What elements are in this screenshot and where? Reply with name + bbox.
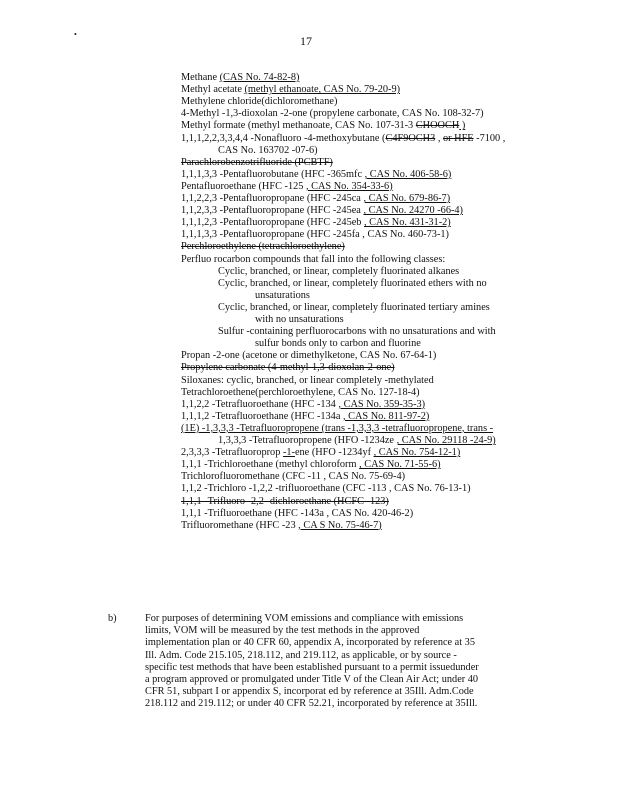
corner-mark: • xyxy=(74,30,77,39)
line-text: Sulfur -containing perfluorocarbons with no unsaturations and with xyxy=(218,326,496,338)
compound-line xyxy=(181,229,449,241)
line-text: 1,1,1,2,2,3,3,4,4 -Nonafluoro -4-methoxybutane ( xyxy=(181,132,386,144)
deleted-text: Propylene carbonate (4-methyl-1,3-dioxolan-2-one) xyxy=(181,362,395,374)
deleted-text: C4F9OCH3 xyxy=(385,132,436,144)
compound-line xyxy=(181,447,460,459)
compound-line xyxy=(181,96,337,108)
line-text: 4-Methyl -1,3-dioxolan -2-one (propylene carbonate, CAS No. 108-32-7) xyxy=(181,108,484,120)
inserted-text: , CA S No. 75-46-7) xyxy=(298,519,382,531)
line-text: 1,1,1 -Trifluoroethane (HFC -143a , CAS No. 420-46-2) xyxy=(181,507,414,519)
inserted-text: , CAS No. 29118 -24-9) xyxy=(396,435,496,446)
line-text: 1,1,2,3,3 -Pentafluoropropane (HFC -245ea xyxy=(181,205,364,217)
paragraph-line: CFR 51, subpart I or appendix S, incorporat ed by reference at 35Ill. Adm.Code xyxy=(145,686,474,698)
inserted-text: , CAS No. 24270 -66-4) xyxy=(363,205,463,217)
line-text: 1,3,3,3 -Tetrafluoropropene (HFO -1234ze xyxy=(218,435,397,446)
paragraph-b xyxy=(145,613,545,711)
compound-line xyxy=(181,496,389,508)
line-text: Cyclic, branched, or linear, completely fluorinated alkanes xyxy=(218,265,460,277)
line-text: Cyclic, branched, or linear, completely fluorinated ethers with no xyxy=(218,277,487,289)
line-text: Pentafluoroethane (HFC -125 xyxy=(181,180,306,192)
compound-line xyxy=(181,254,445,266)
compound-line xyxy=(218,145,318,157)
compound-line xyxy=(255,314,344,326)
compound-line xyxy=(255,290,310,302)
compound-line xyxy=(181,471,405,483)
inserted-text: (CAS No. 74-82-8) xyxy=(219,72,300,83)
deleted-text: or HFE xyxy=(442,132,474,144)
compound-line xyxy=(181,350,436,362)
deleted-text: Parachlorobenzotrifluoride (PCBTF) xyxy=(181,156,333,168)
line-text: Cyclic, branched, or linear, completely fluorinated tertiary amines xyxy=(218,301,490,313)
inserted-text: , CAS No. 354-33-6) xyxy=(305,180,393,192)
compound-line xyxy=(255,338,421,350)
deleted-text: CHOOCH xyxy=(415,120,460,132)
inserted-text: (methyl ethanoate, CAS No. 79-20-9) xyxy=(244,84,401,96)
line-text: CAS No. 163702 -07-6) xyxy=(218,144,318,156)
paragraph-line: limits, VOM will be measured by the test methods in the approved xyxy=(145,625,420,637)
inserted-text: , CAS No. 679-86-7) xyxy=(363,193,451,204)
line-text: sulfur bonds only to carbon and fluorine xyxy=(255,338,421,350)
compound-line xyxy=(181,411,429,423)
line-text: 1,1,1,2,3 -Pentafluoropropane (HFC -245eb xyxy=(181,217,365,229)
line-text: 1,1,1 -Trichloroethane (methyl chloroform xyxy=(181,459,360,471)
line-text: with no unsaturations xyxy=(255,314,344,325)
compound-line xyxy=(181,120,465,132)
compound-line xyxy=(218,326,496,338)
line-text: Methylene chloride(dichloromethane) xyxy=(181,96,338,108)
compound-line xyxy=(218,435,496,447)
paragraph-label: b) xyxy=(108,613,117,624)
line-text: Propan -2-one (acetone or dimethylketone, CAS No. 67-64-1) xyxy=(181,350,437,362)
line-text: 1,1,1,3,3 -Pentafluorobutane (HFC -365mfc xyxy=(181,168,365,180)
compound-line xyxy=(181,241,345,253)
compound-line xyxy=(181,387,420,399)
compound-line xyxy=(181,108,484,120)
inserted-text: , CAS No. 754-12-1) xyxy=(373,447,461,459)
inserted-text: ) xyxy=(459,120,466,132)
compound-line xyxy=(181,508,413,520)
compound-line xyxy=(181,399,425,411)
inserted-text: (1E) -1,3,3,3 -Tetrafluoropropene (trans -1,3,3,3 -tetrafluoropropene, trans - xyxy=(181,422,494,434)
line-text: 2,3,3,3 -Tetrafluoroprop xyxy=(181,447,283,459)
line-text: Methyl formate (methyl methanoate, CAS No. 107-31-3 xyxy=(181,120,416,132)
inserted-text: -1- xyxy=(282,447,295,459)
inserted-text: , CAS No. 431-31-2) xyxy=(364,217,451,229)
line-text: 1,1,2,2,3 -Pentafluoropropane (HFC -245ca xyxy=(181,193,364,204)
line-text: -7100 , xyxy=(473,132,506,144)
paragraph-line: a program approved or promulgated under Title V of the Clean Air Act; under 40 xyxy=(145,674,479,686)
compound-line xyxy=(218,278,487,290)
paragraph-line: Ill. Adm. Code 215.105, 218.112, and 219.112, as applicable, or by source - xyxy=(145,649,457,661)
line-text: Methyl acetate xyxy=(181,84,245,96)
page-number: 17 xyxy=(300,34,312,48)
inserted-text: , CAS No. 71-55-6) xyxy=(359,459,441,471)
line-text: Siloxanes: cyclic, branched, or linear completely -methylated xyxy=(181,374,434,386)
compound-line xyxy=(181,483,471,495)
inserted-text: , CAS No. 359-35-3) xyxy=(338,398,426,410)
compound-line xyxy=(218,302,490,314)
deleted-text: Perchloroethylene (tetrachloroethylene) xyxy=(181,241,345,253)
line-text: Methane xyxy=(181,72,220,83)
line-text: Trichlorofluoromethane (CFC -11 , CAS No. 75-69-4) xyxy=(181,471,406,483)
line-text: , xyxy=(435,132,443,144)
compound-line xyxy=(181,181,393,193)
compound-line xyxy=(181,84,400,96)
compound-line xyxy=(181,362,395,374)
compound-line xyxy=(181,193,450,205)
paragraph-line: For purposes of determining VOM emissions and compliance with emissions xyxy=(145,613,464,624)
line-text: 1,1,1,2 -Tetrafluoroethane (HFC -134a xyxy=(181,410,343,422)
compound-line xyxy=(181,72,299,84)
line-text: 1,1,1,3,3 -Pentafluoropropane (HFC -245fa , CAS No. 460-73-1) xyxy=(181,229,449,241)
compound-line xyxy=(181,169,451,181)
compound-line xyxy=(181,423,493,435)
line-text: ene (HFO -1234yf xyxy=(294,447,374,459)
paragraph-line: 218.112 and 219.112; or under 40 CFR 52.21, incorporated by reference at 35Ill. xyxy=(145,698,478,710)
inserted-text: , CAS No. 811-97-2) xyxy=(342,410,430,422)
line-text: Perfluo rocarbon compounds that fall into the following classes: xyxy=(181,253,446,265)
compound-line xyxy=(181,520,382,532)
compound-line xyxy=(181,459,441,471)
paragraph-line: specific test methods that have been established pursuant to a permit issuedunder xyxy=(145,661,479,673)
line-text: Tetrachloroethene(perchloroethylene, CAS No. 127-18-4) xyxy=(181,386,420,398)
compound-line xyxy=(181,157,333,169)
compound-line xyxy=(218,266,459,278)
line-text: unsaturations xyxy=(255,289,310,301)
line-text: 1,1,2 -Trichloro -1,2,2 -trifluoroethane (CFC -113 , CAS No. 76-13-1) xyxy=(181,483,471,495)
inserted-text: , CAS No. 406-58-6) xyxy=(364,168,452,180)
paragraph-line: implementation plan or 40 CFR 60, appendix A, incorporated by reference at 35 xyxy=(145,637,475,649)
compound-line xyxy=(181,217,451,229)
compound-line xyxy=(181,205,463,217)
compound-line xyxy=(181,375,434,387)
deleted-text: 1,1,1 -Trifluoro -2,2 -dichloroethane (HCFC -123) xyxy=(181,495,389,507)
line-text: 1,1,2,2 -Tetrafluoroethane (HFC -134 xyxy=(181,398,339,410)
compound-line xyxy=(181,133,505,145)
line-text: Trifluoromethane (HFC -23 xyxy=(181,519,299,531)
